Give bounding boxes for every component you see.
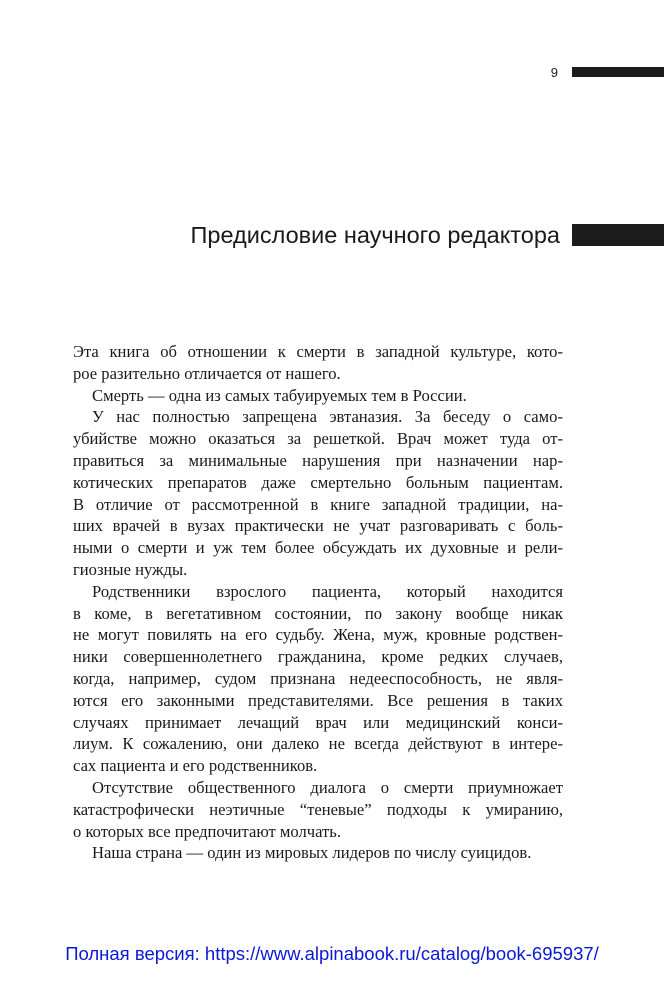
body-text [73, 341, 563, 864]
paragraph [73, 385, 563, 407]
chapter-title: Предисловие научного редактора [190, 221, 560, 248]
text-line: Родственники взрослого пациента, который находится [92, 581, 563, 601]
text-line: Эта книга об отношении к смерти в западной культуре, кото- [73, 342, 563, 361]
text-line: котических препаратов даже смертельно больным пациентам. [73, 472, 563, 492]
text-line: когда, например, судом признана недееспособность, не явля- [73, 668, 563, 688]
text-line: Смерть — одна из самых табуируемых тем в России. [92, 385, 467, 405]
text-line: лиум. К сожалению, они далеко не всегда действуют в интере- [73, 734, 563, 754]
full-version-link[interactable]: Полная версия: https://www.alpinabook.ru/catalog/book-695937/ [65, 943, 599, 964]
chapter-title-bar [572, 224, 664, 246]
paragraph [73, 842, 563, 864]
text-line: Наша страна — один из мировых лидеров по числу суицидов. [92, 843, 532, 863]
text-line: ших врачей в вузах практически не учат разговаривать с боль- [73, 516, 563, 536]
paragraph [73, 341, 563, 385]
page-number: 9 [550, 64, 558, 80]
text-line: правиться за минимальные нарушения при назначении нар- [73, 450, 563, 470]
paragraph [73, 777, 563, 842]
paragraph [73, 406, 563, 580]
text-line: рое разительно отличается от нашего. [73, 363, 341, 383]
text-line: не могут повилять на его судьбу. Жена, муж, кровные родствен- [73, 625, 563, 645]
text-line: случаях принимает лечащий врач или медицинский конси- [73, 712, 563, 732]
text-line: катастрофически неэтичные “теневые” подходы к умиранию, [73, 799, 563, 819]
text-line: Отсутствие общественного диалога о смерти приумножает [92, 777, 563, 797]
paragraph [73, 581, 563, 777]
text-line: убийстве можно оказаться за решеткой. Врач может туда от- [73, 429, 563, 449]
page-number-bar [572, 67, 664, 77]
text-line: ются его законными представителями. Все решения в таких [73, 690, 563, 710]
text-line: ники совершеннолетнего гражданина, кроме редких случаев, [73, 647, 563, 667]
text-line: У нас полностью запрещена эвтаназия. За беседу о само- [92, 407, 563, 427]
text-line: в коме, в вегетативном состоянии, по закону вообще никак [73, 603, 563, 623]
text-line: ными о смерти и уж тем более обсуждать их духовные и рели- [73, 538, 563, 558]
chapter-heading [191, 218, 664, 252]
text-line: В отличие от рассмотренной в книге западной традиции, на- [73, 494, 563, 514]
text-line: гиозные нужды. [73, 559, 188, 579]
text-line: сах пациента и его родственников. [73, 756, 318, 776]
page-header [551, 64, 664, 80]
text-line: о которых все предпочитают молчать. [73, 821, 342, 841]
